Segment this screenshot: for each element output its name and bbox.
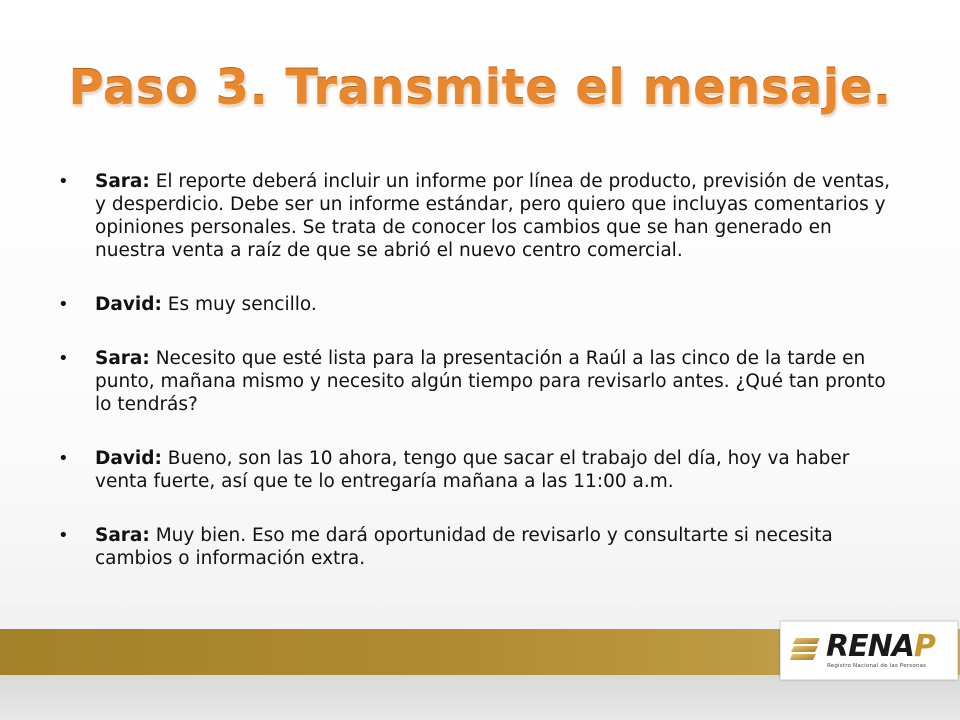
speaker-name: David:	[95, 448, 162, 469]
bullet-item	[58, 447, 898, 493]
speaker-name: David:	[95, 294, 162, 315]
speaker-name: Sara:	[95, 525, 150, 546]
bullet-dot: •	[58, 448, 69, 469]
renap-logo	[780, 621, 958, 680]
bullet-text: Necesito que esté lista para la presentación a Raúl a las cinco de la tarde en punto, mañana mismo y necesito algún tiempo para revisarlo antes. ¿Qué tan pronto lo tendrás?	[95, 348, 886, 415]
bullet-dot: •	[58, 348, 69, 369]
logo-wordmark-accent: P	[913, 629, 935, 664]
bullet-text: Muy bien. Eso me dará oportunidad de revisarlo y consultarte si necesita cambios o información extra.	[95, 525, 833, 569]
bullet-item	[58, 347, 898, 416]
bullet-dot: •	[58, 294, 69, 315]
bullet-item	[58, 170, 898, 262]
bullet-item	[58, 293, 898, 316]
logo-wordmark-main: RENA	[826, 629, 914, 664]
footer-bottom-strip	[0, 675, 960, 720]
bullet-text: El reporte deberá incluir un informe por línea de producto, previsión de ventas, y desperdicio. Debe ser un informe estándar, pero quiero que incluyas comentarios y opiniones personales. Se trata de conocer los cambios que se han generado en nuestra venta a raíz de que se abrió el nuevo centro comercial.	[95, 171, 891, 261]
slide-title: Paso 3. Transmite el mensaje.	[68, 60, 892, 116]
bullet-list	[58, 170, 898, 601]
speaker-name: Sara:	[95, 348, 150, 369]
logo-subtitle: Registro Nacional de las Personas	[827, 663, 927, 669]
bullet-text: Es muy sencillo.	[161, 294, 317, 315]
speaker-name: Sara:	[95, 171, 150, 192]
logo-wordmark	[826, 630, 935, 664]
bullet-item	[58, 524, 898, 570]
bullet-dot: •	[58, 171, 69, 192]
bullet-dot: •	[58, 525, 69, 546]
renap-emblem-icon	[790, 635, 824, 663]
bullet-text: Bueno, son las 10 ahora, tengo que sacar el trabajo del día, hoy va haber venta fuerte, así que te lo entregaría mañana a las 11:00 a.m.	[95, 448, 850, 492]
